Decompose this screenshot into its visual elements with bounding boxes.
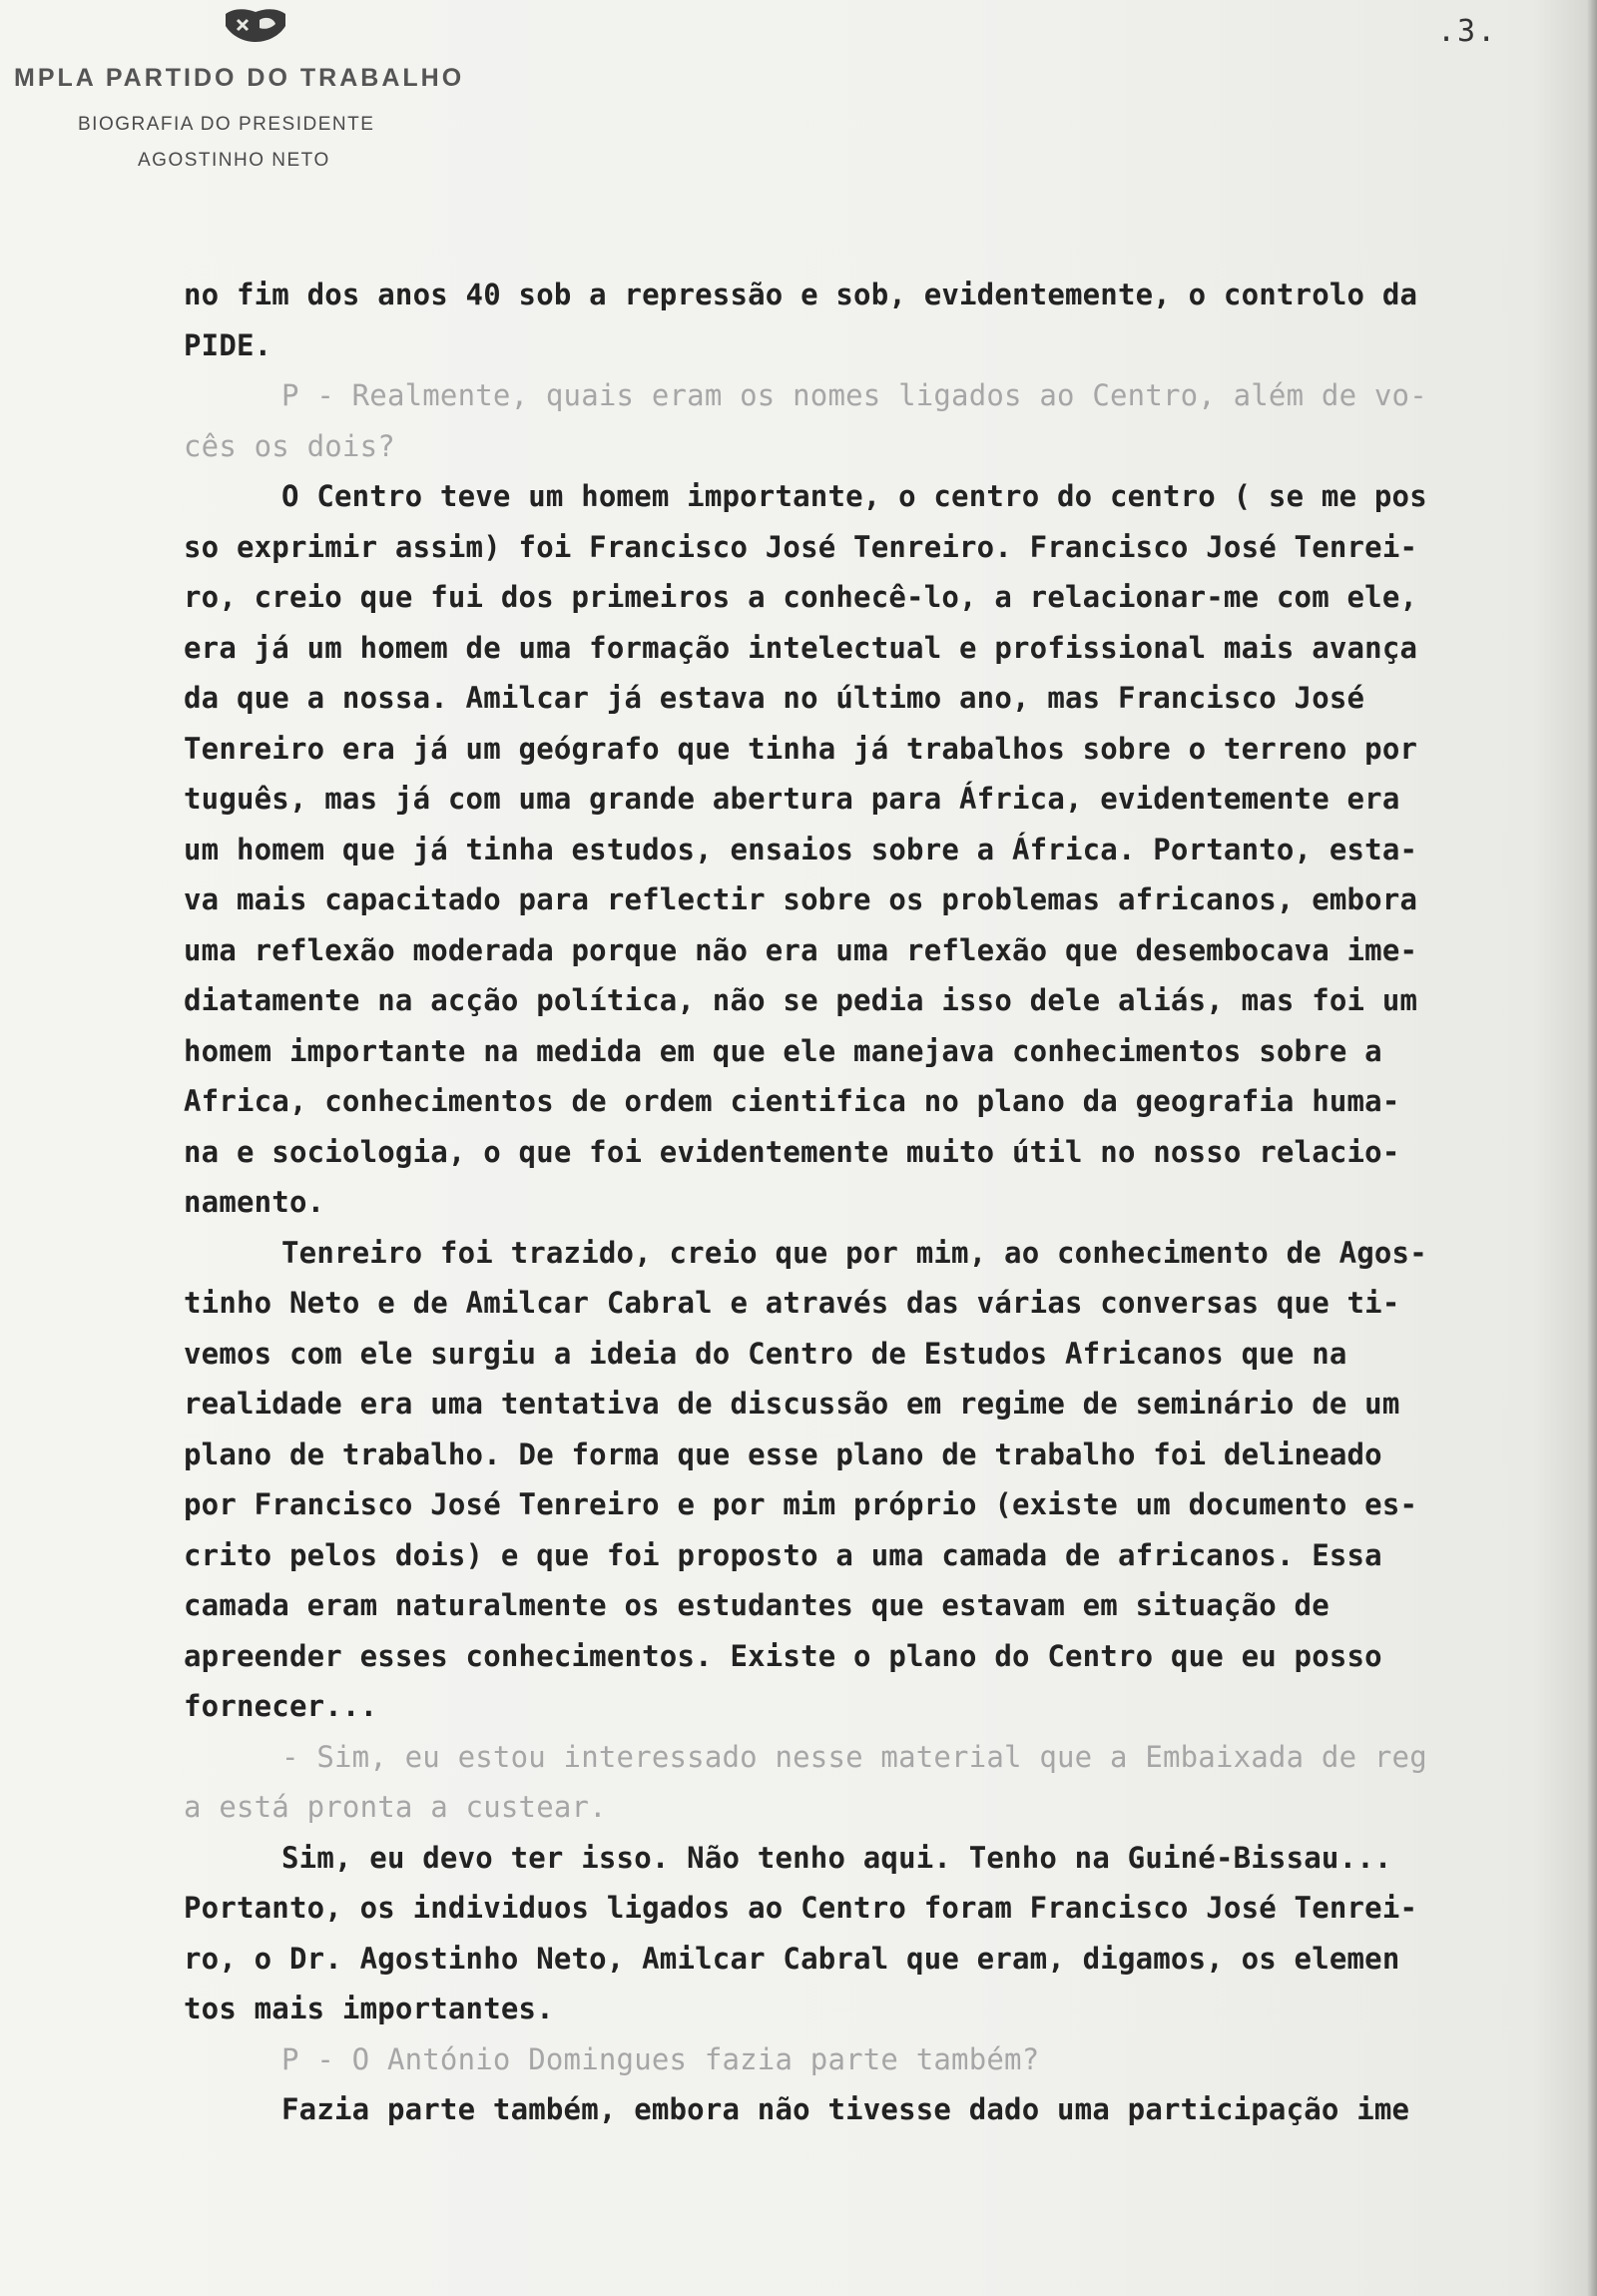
text-line: ro, creio que fui dos primeiros a conhecê-lo, a relacionar-me com ele, bbox=[184, 580, 1418, 614]
letterhead-subtitle-name: AGOSTINHO NETO bbox=[138, 150, 330, 171]
text-line: PIDE. bbox=[184, 327, 272, 362]
text-line: apreender esses conhecimentos. Existe o plano do Centro que eu posso bbox=[184, 1638, 1382, 1673]
interviewer-question-line: cês os dois? bbox=[184, 428, 395, 463]
text-line: uma reflexão moderada porque não era uma reflexão que desembocava ime- bbox=[184, 932, 1418, 967]
interviewer-question-line: P - Realmente, quais eram os nomes ligados ao Centro, além de vo- bbox=[281, 378, 1427, 412]
text-line: na e sociologia, o que foi evidentemente muito útil no nosso relacio- bbox=[184, 1134, 1400, 1169]
page-edge-shadow bbox=[1587, 0, 1597, 2296]
text-line: realidade era uma tentativa de discussão em regime de seminário de um bbox=[184, 1387, 1400, 1421]
text-line: tuguês, mas já com uma grande abertura para África, evidentemente era bbox=[184, 782, 1400, 816]
text-line: um homem que já tinha estudos, ensaios sobre a África. Portanto, esta- bbox=[184, 832, 1418, 866]
text-line: tinho Neto e de Amilcar Cabral e através das várias conversas que ti- bbox=[184, 1286, 1400, 1320]
text-line: plano de trabalho. De forma que esse plano de trabalho foi delineado bbox=[184, 1436, 1382, 1471]
text-line: tos mais importantes. bbox=[184, 1992, 554, 2025]
text-line: O Centro teve um homem importante, o centro do centro ( se me pos bbox=[281, 479, 1427, 513]
text-line: camada eram naturalmente os estudantes que estavam em situação de bbox=[184, 1588, 1330, 1622]
text-line: diatamente na acção política, não se pedia isso dele aliás, mas foi um bbox=[184, 983, 1418, 1017]
text-line: crito pelos dois) e que foi proposto a uma camada de africanos. Essa bbox=[184, 1537, 1382, 1572]
text-line: vemos com ele surgiu a ideia do Centro de Estudos Africanos que na bbox=[184, 1336, 1347, 1371]
text-line: Tenreiro era já um geógrafo que tinha já trabalhos sobre o terreno por bbox=[184, 731, 1418, 766]
text-line: va mais capacitado para reflectir sobre os problemas africanos, embora bbox=[184, 882, 1418, 916]
interviewer-question-line: a está pronta a custear. bbox=[184, 1790, 607, 1824]
text-line: no fim dos anos 40 sob a repressão e sob, evidentemente, o controlo da bbox=[184, 278, 1418, 311]
interviewer-question-line: - Sim, eu estou interessado nesse material que a Embaixada de reg bbox=[281, 1739, 1427, 1774]
text-line: homem importante na medida em que ele manejava conhecimentos sobre a bbox=[184, 1033, 1382, 1068]
page-number: .3. bbox=[1437, 14, 1498, 49]
text-line: so exprimir assim) foi Francisco José Tenreiro. Francisco José Tenrei- bbox=[184, 529, 1418, 564]
text-line: Africa, conhecimentos de ordem cientifica no plano da geografia huma- bbox=[184, 1084, 1400, 1118]
text-line: Fazia parte também, embora não tivesse dado uma participação ime bbox=[281, 2092, 1410, 2126]
text-line: ro, o Dr. Agostinho Neto, Amilcar Cabral que eram, digamos, os elemen bbox=[184, 1941, 1400, 1976]
text-line: por Francisco José Tenreiro e por mim próprio (existe um documento es- bbox=[184, 1487, 1418, 1521]
text-line: Portanto, os individuos ligados ao Centro foram Francisco José Tenrei- bbox=[184, 1891, 1418, 1925]
mpla-emblem-icon bbox=[220, 6, 291, 46]
text-line: Tenreiro foi trazido, creio que por mim, ao conhecimento de Agos- bbox=[281, 1235, 1427, 1270]
interviewer-question-line: P - O António Domingues fazia parte também? bbox=[281, 2041, 1040, 2076]
letterhead-subtitle-biography: BIOGRAFIA DO PRESIDENTE bbox=[78, 114, 375, 135]
text-line: era já um homem de uma formação intelectual e profissional mais avança bbox=[184, 630, 1418, 665]
text-line: da que a nossa. Amilcar já estava no último ano, mas Francisco José bbox=[184, 681, 1365, 715]
organization-name: MPLA PARTIDO DO TRABALHO bbox=[14, 64, 465, 92]
text-line: Sim, eu devo ter isso. Não tenho aqui. Tenho na Guiné-Bissau... bbox=[281, 1840, 1392, 1875]
document-body bbox=[184, 270, 1581, 2135]
text-line: fornecer... bbox=[184, 1689, 378, 1723]
text-line: namento. bbox=[184, 1185, 325, 1219]
